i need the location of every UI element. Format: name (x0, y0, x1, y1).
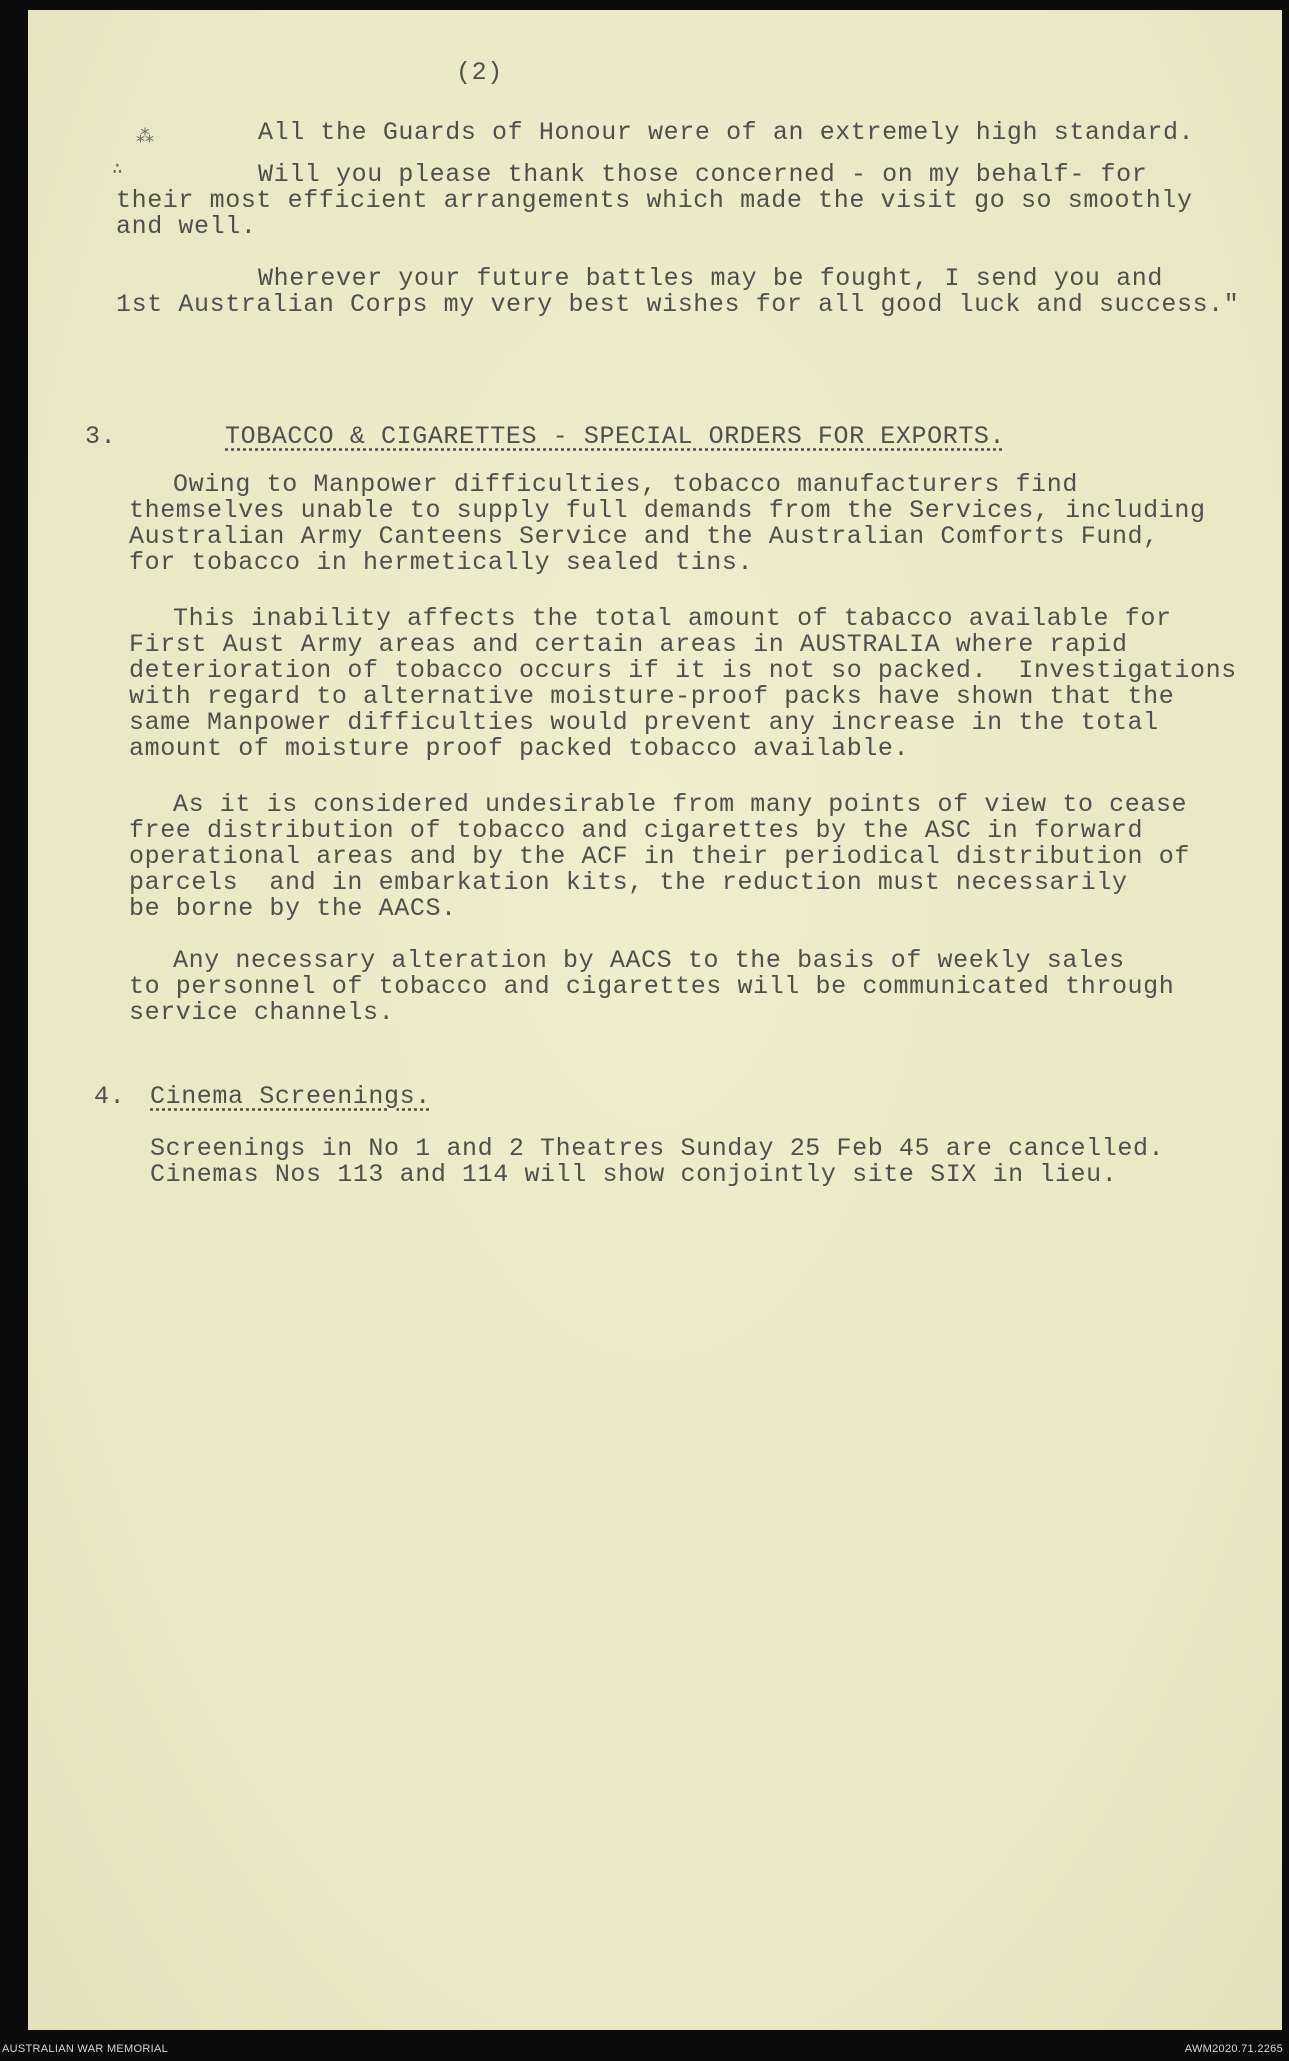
text-line: and well. (116, 212, 257, 241)
text-line: Will you please thank those concerned - on my behalf- for (258, 160, 1148, 189)
section-3-paragraph-4 (129, 948, 1174, 1026)
text-line: 1st Australian Corps my very best wishes for all good luck and success." (116, 290, 1240, 319)
text-line: operational areas and by the ACF in their periodical distribution of (129, 842, 1190, 871)
text-line: amount of moisture proof packed tobacco available. (129, 734, 910, 763)
page-number: (2) (456, 58, 503, 87)
section-3-heading: TOBACCO & CIGARETTES - SPECIAL ORDERS FOR EXPORTS. (225, 422, 1006, 451)
text-line: First Aust Army areas and certain areas in AUSTRALIA where rapid (129, 630, 1128, 659)
text-line: Screenings in No 1 and 2 Theatres Sunday 25 Feb 45 are cancelled. (150, 1134, 1165, 1163)
text-line: with regard to alternative moisture-proof packs have shown that the (129, 682, 1175, 711)
section-3-paragraph-2 (129, 606, 1237, 762)
text-line: deterioration of tobacco occurs if it is not so packed. Investigations (129, 656, 1237, 685)
section-4-paragraph-1 (150, 1136, 1164, 1188)
paragraph-thanks (116, 162, 1193, 240)
text-line: same Manpower difficulties would prevent any increase in the total (129, 708, 1159, 737)
section-4-number: 4. (94, 1082, 126, 1111)
paragraph-guards-of-honour: All the Guards of Honour were of an extremely high standard. (258, 118, 1195, 147)
stray-mark: ∴ (112, 160, 123, 180)
section-3-number: 3. (85, 422, 117, 451)
footer-item-number: AWM2020.71.2265 (1184, 2043, 1283, 2055)
text-line: for tobacco in hermetically sealed tins. (129, 548, 754, 577)
text-line: Owing to Manpower difficulties, tobacco manufacturers find (173, 470, 1078, 499)
section-4-heading: Cinema Screenings. (150, 1082, 431, 1111)
text-line: Any necessary alteration by AACS to the basis of weekly sales (173, 946, 1125, 975)
text-line: parcels and in embarkation kits, the reduction must necessarily (129, 868, 1128, 897)
text-line: Australian Army Canteens Service and the Australian Comforts Fund, (129, 522, 1159, 551)
text-line: themselves unable to supply full demands from the Services, including (129, 496, 1206, 525)
paragraph-wishes (116, 266, 1239, 318)
footer-archive-name: AUSTRALIAN WAR MEMORIAL (2, 2043, 169, 2055)
text-line: to personnel of tobacco and cigarettes will be communicated through (129, 972, 1175, 1001)
document-page (28, 10, 1282, 2030)
section-3-paragraph-3 (129, 792, 1190, 922)
section-3-paragraph-1 (129, 472, 1206, 576)
text-line: their most efficient arrangements which made the visit go so smoothly (116, 186, 1193, 215)
text-line: Wherever your future battles may be fought, I send you and (258, 264, 1163, 293)
stray-mark: ⁂ (136, 128, 154, 148)
text-line: free distribution of tobacco and cigarettes by the ASC in forward (129, 816, 1144, 845)
text-line: Cinemas Nos 113 and 114 will show conjointly site SIX in lieu. (150, 1160, 1118, 1189)
text-line: service channels. (129, 998, 395, 1027)
text-line: As it is considered undesirable from many points of view to cease (173, 790, 1188, 819)
text-line: This inability affects the total amount of tabacco available for (173, 604, 1172, 633)
text-line: be borne by the AACS. (129, 894, 457, 923)
